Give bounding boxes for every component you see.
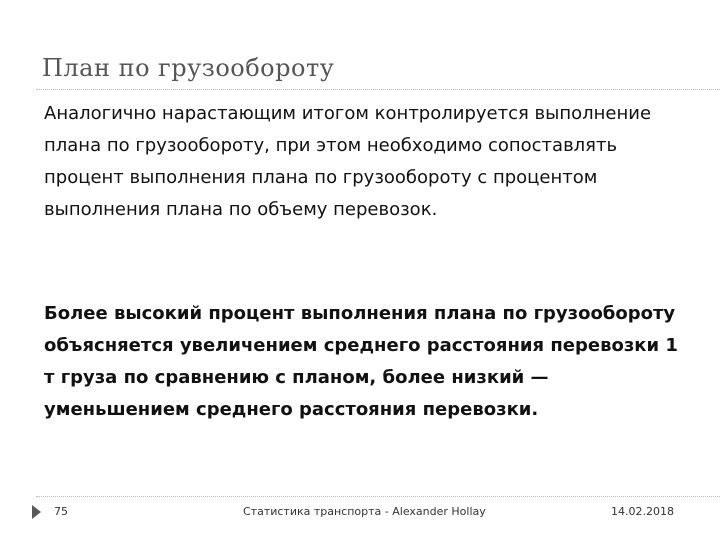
body-paragraph-1: Аналогично нарастающим итогом контролируется выполнение плана по грузообороту, при этом необходимо сопоставлять процент выполнения плана по грузообороту с процентом выполнения плана по объему перевозок. bbox=[44, 103, 652, 220]
title-divider bbox=[36, 89, 720, 90]
slide-title: План по грузообороту bbox=[42, 54, 335, 82]
page-number: 75 bbox=[54, 505, 68, 518]
body-paragraph-2: Более высокий процент выполнения плана по грузообороту объясняется увеличением среднего расстояния перевозки 1 т груза по сравнению с планом, более низкий — уменьшением среднего расстояния перевозки. bbox=[44, 303, 678, 420]
triangle-right-icon bbox=[32, 505, 41, 519]
footer-divider bbox=[36, 496, 720, 497]
footer-center-text: Статистика транспорта - Alexander Hollay bbox=[243, 505, 486, 518]
footer-date: 14.02.2018 bbox=[611, 505, 674, 518]
